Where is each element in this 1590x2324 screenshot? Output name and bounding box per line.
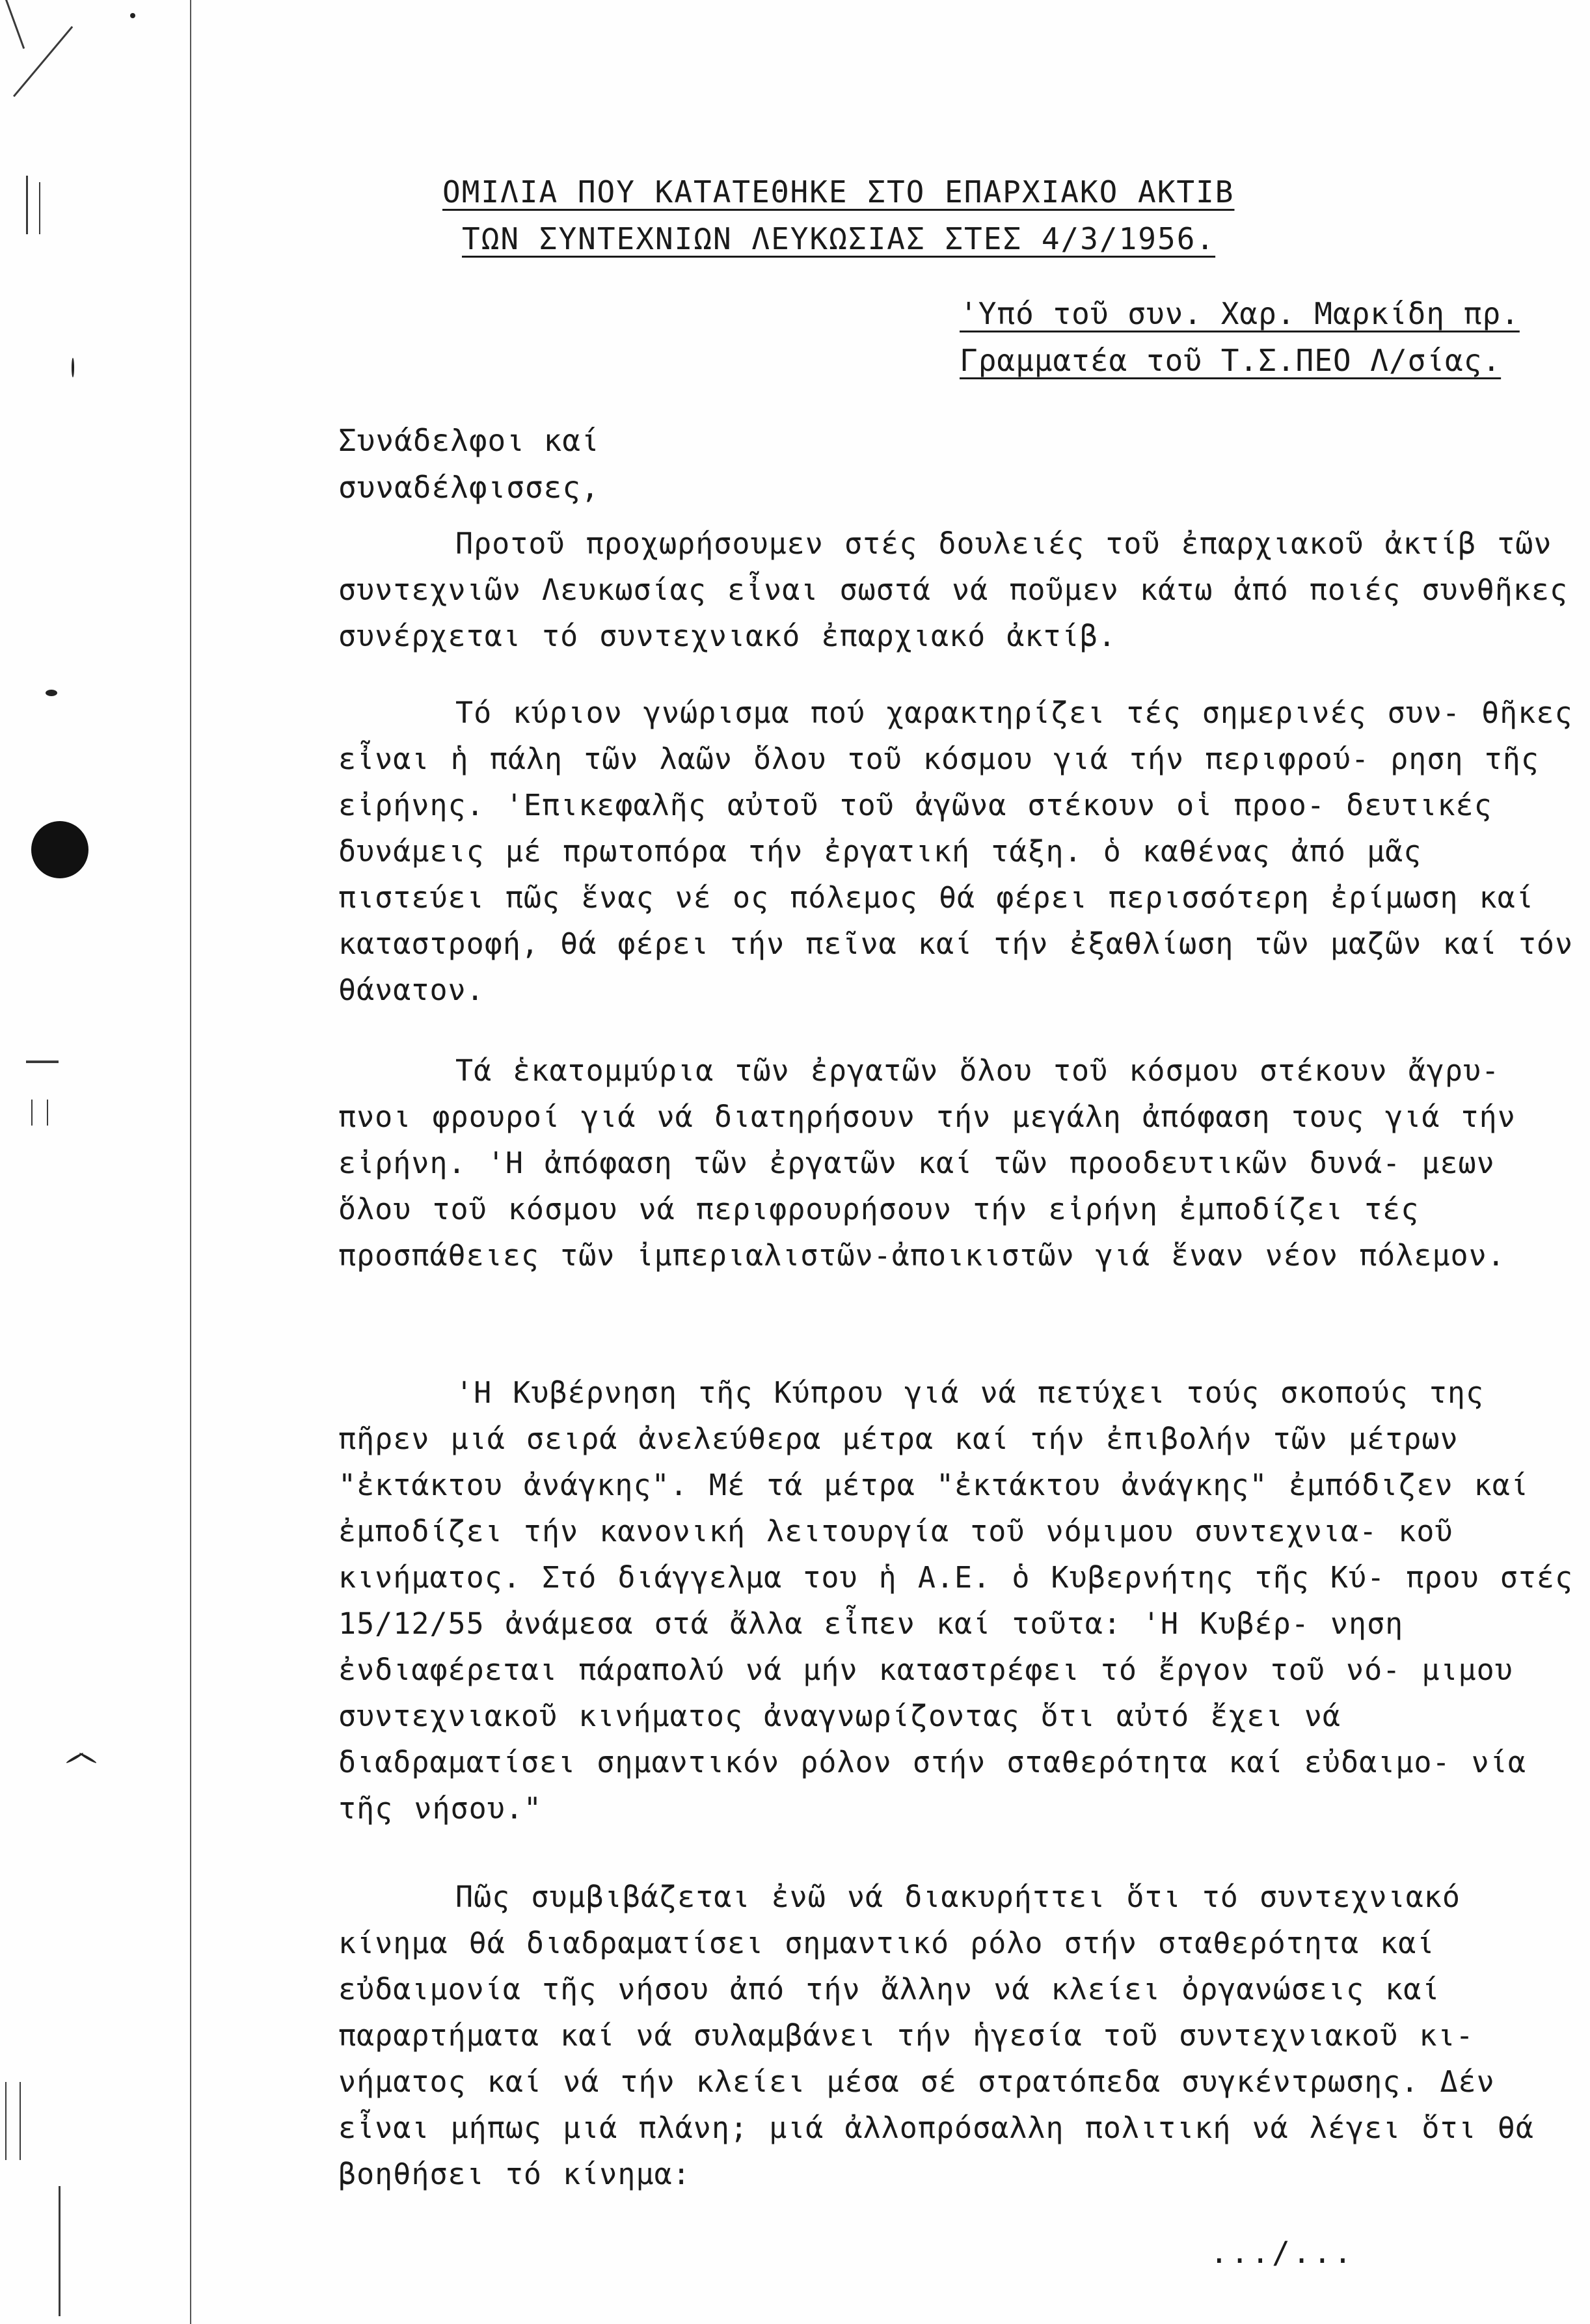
margin-mark bbox=[47, 1100, 48, 1126]
author-line-2: Γραμματέα τοῦ Τ.Σ.ΠΕΟ Λ/σίας. bbox=[960, 343, 1502, 378]
margin-mark bbox=[31, 1100, 33, 1126]
paragraph: Πῶς συμβιβάζεται ἐνῶ νά διακυρήττει ὅτι τό συντεχνιακό κίνημα θά διαδραματίσει σημαντικό ρόλο στήν σταθερότητα καί εὐδαιμονία τῆς νήσου ἀπό τήν ἄλλην νά κλείει ὀργανώσεις καί παραρτήματα καί νά συλαμβάνει τήν ἡγεσία τοῦ συντεχνιακοῦ κι- νήματος καί νά τήν κλείει μέσα σέ στρατόπεδα συγκέντρωσης. Δέν εἶναι μήπως μιά πλάνη; μιά ἀλλοπρόσαλλη πολιτική νά λέγει ὅτι θά βοηθήσει τό κίνημα: bbox=[338, 1880, 1534, 2191]
margin-mark bbox=[5, 0, 25, 49]
paragraph: Προτοῦ προχωρήσουμεν στές δουλειές τοῦ ἐπαρχιακοῦ ἀκτίβ τῶν συντεχνιῶν Λευκωσίας εἶναι σωστά νά ποῦμεν κάτω ἀπό ποιές συνθῆκες συνέρχεται τό συντεχνιακό ἐπαρχιακό ἀκτίβ. bbox=[338, 526, 1569, 653]
margin-mark bbox=[5, 2082, 7, 2160]
punch-hole bbox=[31, 821, 88, 878]
margin-mark bbox=[13, 26, 73, 97]
salutation-line-1: Συνάδελφοι καί bbox=[338, 423, 600, 458]
margin-mark bbox=[39, 182, 40, 234]
margin-speck bbox=[130, 13, 135, 18]
margin-mark bbox=[26, 176, 28, 234]
author-line-1: 'Υπό τοῦ συν. Χαρ. Μαρκίδη πρ. bbox=[960, 296, 1520, 331]
paragraph: 'Η Κυβέρνηση τῆς Κύπρου γιά νά πετύχει τούς σκοπούς της πῆρεν μιά σειρά ἀνελεύθερα μέτρα καί τήν ἐπιβολήν τῶν μέτρων "ἐκτάκτου ἀνάγκης". Μέ τά μέτρα "ἐκτάκτου ἀνάγκης" ἐμπόδιζεν καί ἐμποδίζει τήν κανονική λειτουργία τοῦ νόμιμου συντεχνια- κοῦ κινήματος. Στό διάγγελμα του ἡ Α.Ε. ὁ Κυβερνήτης τῆς Κύ- πρου στές 15/12/55 ἀνάμεσα στά ἄλλα εἶπεν καί τοῦτα: 'Η Κυβέρ- νηση ἐνδιαφέρεται πάραπολύ νά μήν καταστρέφει τό ἔργον τοῦ νό- μιμου συντεχνιακοῦ κινήματος ἀναγνωρίζοντας ὅτι αὐτό ἔχει νά διαδραματίσει σημαντικόν ρόλον στήν σταθερότητα καί εὐδαιμο- νία τῆς νήσου." bbox=[338, 1375, 1574, 1826]
heading-line-2: ΤΩΝ ΣΥΝΤΕΧΝΙΩΝ ΛΕΥΚΩΣΙΑΣ ΣΤΕΣ 4/3/1956. bbox=[462, 221, 1216, 256]
margin-speck bbox=[46, 690, 57, 696]
margin-rule-line bbox=[190, 0, 191, 2324]
margin-speck bbox=[72, 358, 74, 377]
margin-mark bbox=[20, 2082, 21, 2160]
binding-margin bbox=[0, 0, 202, 2324]
margin-speck bbox=[79, 1752, 97, 1764]
margin-mark bbox=[26, 1061, 59, 1063]
heading-line-1: ΟΜΙΛΙΑ ΠΟΥ ΚΑΤΑΤΕΘΗΚΕ ΣΤΟ ΕΠΑΡΧΙΑΚΟ ΑΚΤΙΒ bbox=[442, 174, 1235, 209]
margin-mark bbox=[59, 2186, 61, 2316]
paragraph: Τό κύριον γνώρισμα πού χαρακτηρίζει τές σημερινές συν- θῆκες εἶναι ἡ πάλη τῶν λαῶν ὅλου τοῦ κόσμου γιά τήν περιφρού- ρηση τῆς εἰρήνης. 'Επικεφαλῆς αὐτοῦ τοῦ ἀγῶνα στέκουν οἱ προο- δευτικές δυνάμεις μέ πρωτοπόρα τήν ἐργατική τάξη. ὁ καθένας ἀπό μᾶς πιστεύει πῶς ἕνας νέ ος πόλεμος θά φέρει περισσότερη ἐρίμωση καί καταστροφή, θά φέρει τήν πεῖνα καί τήν ἐξαθλίωση τῶν μαζῶν καί τόν θάνατον. bbox=[338, 696, 1574, 1007]
page-continuation-mark: .../... bbox=[1210, 2235, 1354, 2270]
paragraph: Τά ἑκατομμύρια τῶν ἐργατῶν ὅλου τοῦ κόσμου στέκουν ἄγρυ- πνοι φρουροί γιά νά διατηρήσουν τήν μεγάλη ἀπόφαση τους γιά τήν εἰρήνη. 'Η ἀπόφαση τῶν ἐργατῶν καί τῶν προοδευτικῶν δυνά- μεων ὅλου τοῦ κόσμου νά περιφρουρήσουν τήν εἰρήνη ἐμποδίζει τές προσπάθειες τῶν ἰμπεριαλιστῶν-ἀποικιστῶν γιά ἕναν νέον πόλεμον. bbox=[338, 1053, 1516, 1273]
salutation-line-2: συναδέλφισσες, bbox=[338, 470, 600, 505]
